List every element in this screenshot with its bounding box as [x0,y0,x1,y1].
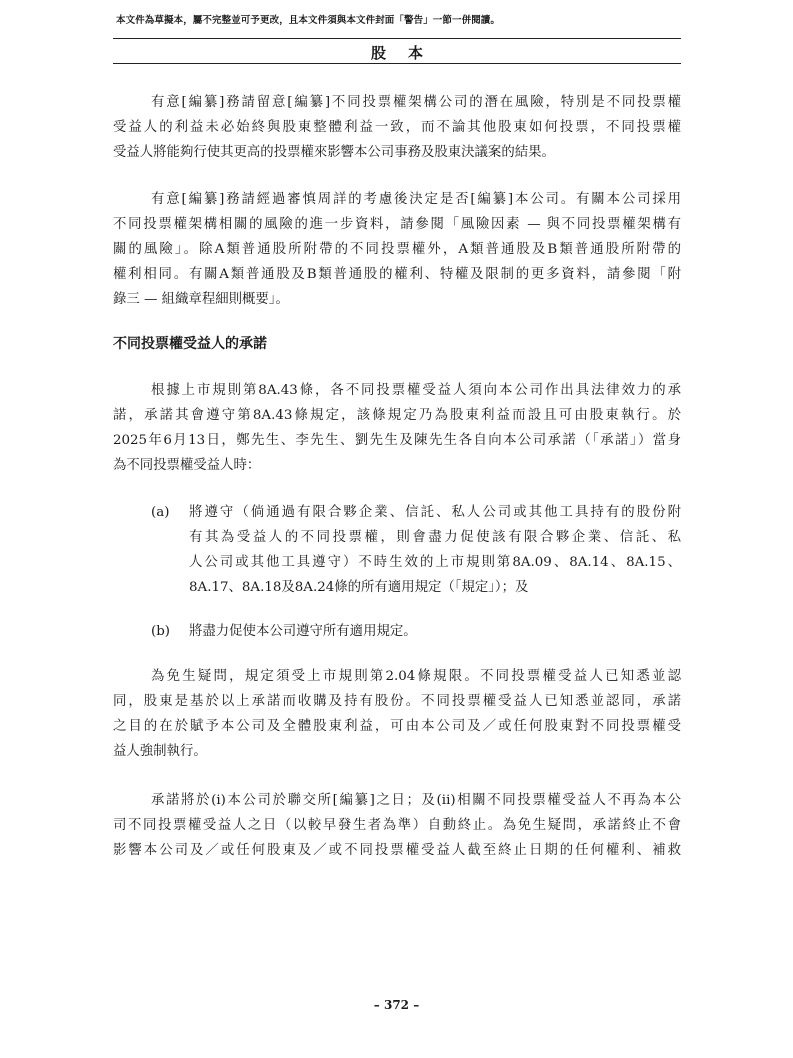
paragraph-line: 益人強制執行。 [113,744,207,759]
paragraph-line: 2025年6月13日，鄭先生、李先生、劉先生及陳先生各自向本公司承諾（「承諾」）當身 [113,433,681,448]
paragraph-line: 為免生疑問，規定須受上市規則第2.04條規限。不同投票權受益人已知悉並認 [151,669,681,684]
paragraph-line: 諾，承諾其會遵守第8A.43條規定，該條規定乃為股東利益而設且可由股東執行。於 [113,408,681,423]
paragraph-line: 受益人將能夠行使其更高的投票權來影響本公司事務及股東決議案的結果。 [113,145,555,160]
list-item-line: 8A.17、8A.18及8A.24條的所有適用規定（「規定」）；及 [189,580,529,595]
list-item-b [189,619,681,644]
paragraph-line: 同，股東是基於以上承諾而收購及持有股份。不同投票權受益人已知悉並認同，承諾 [113,694,681,709]
paragraph-line: 受益人的利益未必始終與股東整體利益一致，而不論其他股東如何投票，不同投票權 [113,120,681,135]
paragraph-line: 之目的在於賦予本公司及全體股東利益，可由本公司及／或任何股東對不同投票權受 [113,719,681,734]
list-item-label-b: (b) [151,624,171,639]
paragraph-line: 承諾將於(i)本公司於聯交所[編纂]之日；及(ii)相關不同投票權受益人不再為本公 [151,793,681,808]
list-item-line: 將遵守（倘通過有限合夥企業、信託、私人公司或其他工具持有的股份附 [189,505,681,520]
paragraph-line: 不同投票權架構相關的風險的進一步資料，請參閱「風險因素 — 與不同投票權架構有 [113,217,681,232]
header-rule-top [113,38,681,39]
paragraph-line: 根據上市規則第8A.43條，各不同投票權受益人須向本公司作出具法律效力的承 [151,383,681,398]
section-title: 股本 [370,44,445,62]
header-rule-bottom [113,63,681,64]
paragraph-line: 司不同投票權受益人之日（以較早發生者為準）自動終止。為免生疑問，承諾終止不會 [113,818,681,833]
list-item-label-a: (a) [151,505,170,520]
paragraph-line: 有意[編纂]務請經過審慎周詳的考慮後決定是否[編纂]本公司。有關本公司採用 [151,192,681,207]
paragraph-consideration [113,187,681,312]
paragraph-undertaking [113,378,681,478]
draft-disclaimer: 本文件為草擬本，屬不完整並可予更改，且本文件須與本文件封面「警告」一節一併閱讀。 [116,15,501,26]
list-item-line: 人公司或其他工具遵守）不時生效的上市規則第8A.09、8A.14、8A.15、 [189,555,681,570]
list-item-line: 將盡力促使本公司遵守所有適用規定。 [189,624,417,639]
paragraph-risk-notice [113,90,681,165]
paragraph-line: 關的風險」。除A類普通股所附帶的不同投票權外，A類普通股及B類普通股所附帶的 [113,242,681,257]
list-item-a [189,500,681,600]
page-number: – 372 – [373,998,420,1012]
subsection-heading: 不同投票權受益人的承諾 [113,336,267,352]
paragraph-line: 有意[編纂]務請留意[編纂]不同投票權架構公司的潛在風險，特別是不同投票權 [151,95,681,110]
list-item-line: 有其為受益人的不同投票權，則會盡力促使該有限合夥企業、信託、私 [189,530,681,545]
paragraph-line: 為不同投票權受益人時： [113,458,261,473]
paragraph-line: 影響本公司及／或任何股東及／或不同投票權受益人截至終止日期的任何權利、補救 [113,843,681,858]
paragraph-line: 權利相同。有關A類普通股及B類普通股的權利、特權及限制的更多資料，請參閱「附 [113,267,681,282]
paragraph-line: 錄三 — 組織章程細則概要」。 [113,292,289,307]
paragraph-clarification [113,664,681,764]
paragraph-termination [113,788,681,863]
